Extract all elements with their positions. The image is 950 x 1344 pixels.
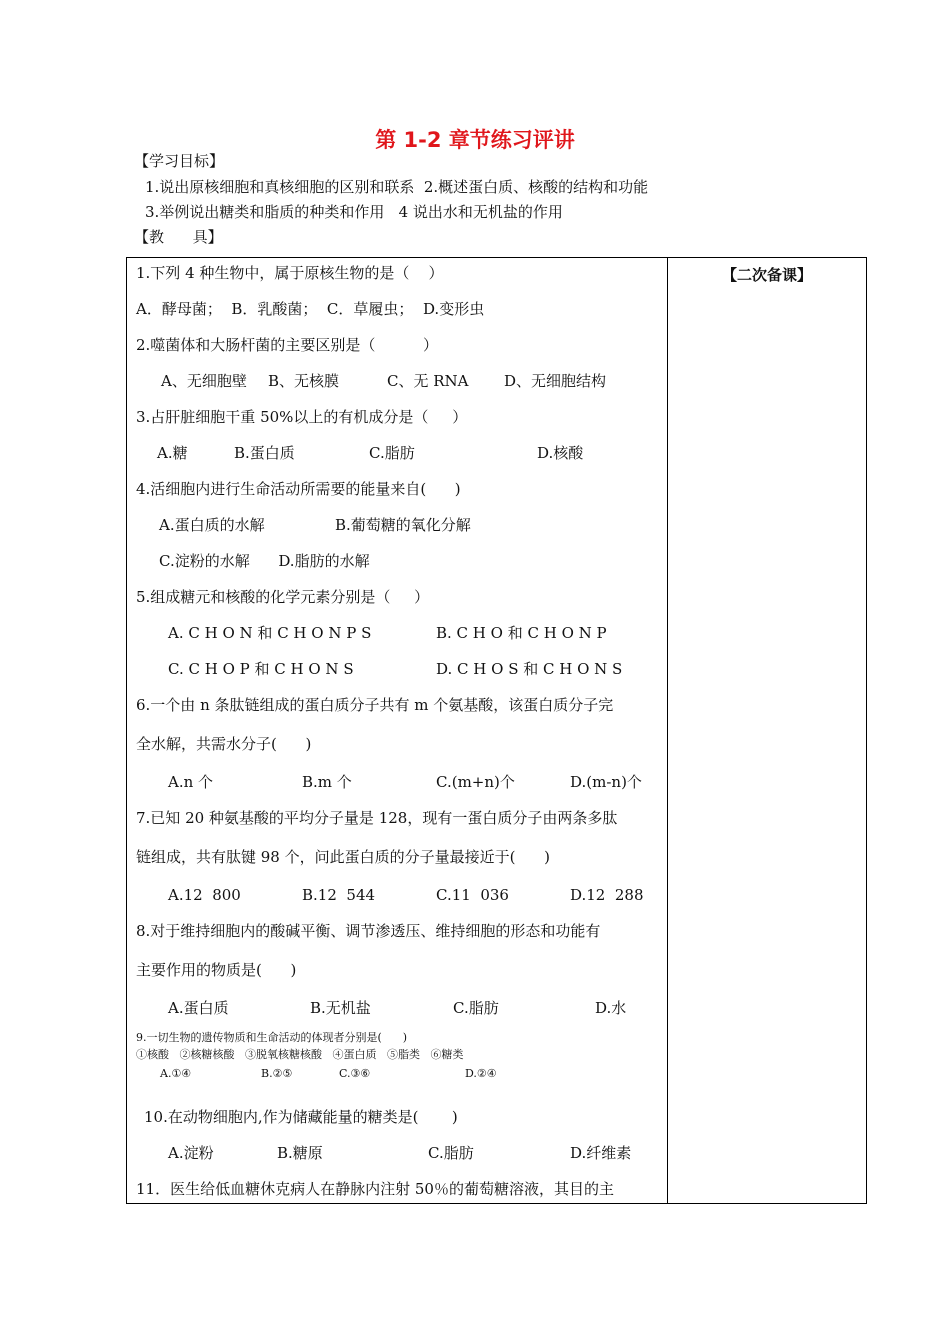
q8-stem-line1: 8.对于维持细胞内的酸碱平衡、调节渗透压、维持细胞的形态和功能有 (136, 922, 601, 940)
q5-option-c: C. C H O P 和 C H O N S (168, 660, 354, 678)
q5-option-a: A. C H O N 和 C H O N P S (168, 624, 372, 642)
q2-stem: 2.噬菌体和大肠杆菌的主要区别是（ ） (136, 336, 438, 354)
q7-option-c: C.11 036 (436, 886, 509, 904)
second-prep-cell (668, 258, 867, 1204)
q4-option-b: B.葡萄糖的氧化分解 (335, 516, 471, 534)
q2-option-c: C、无 RNA (387, 372, 469, 390)
q7-option-b: B.12 544 (302, 886, 376, 904)
q6-option-d: D.(m-n)个 (570, 773, 642, 791)
q9-option-c: C.③⑥ (339, 1067, 371, 1080)
q6-stem-line1: 6.一个由 n 条肽链组成的蛋白质分子共有 m 个氨基酸，该蛋白质分子完 (136, 696, 614, 714)
worksheet-table (126, 257, 867, 1204)
objective-line-2: 3.举例说出糖类和脂质的种类和作用 4 说出水和无机盐的作用 (145, 203, 563, 221)
q3-option-d: D.核酸 (537, 444, 584, 462)
q9-items: ①核酸 ②核糖核酸 ③脱氧核糖核酸 ④蛋白质 ⑤脂类 ⑥糖类 (136, 1048, 464, 1061)
q3-option-b: B.蛋白质 (234, 444, 295, 462)
q6-stem-line2: 全水解，共需水分子( ) (136, 735, 312, 753)
objectives-label: 【学习目标】 (134, 152, 225, 170)
q9-option-b: B.②⑤ (261, 1067, 293, 1080)
q3-option-a: A.糖 (157, 444, 188, 462)
objective-line-1: 1.说出原核细胞和真核细胞的区别和联系 2.概述蛋白质、核酸的结构和功能 (145, 178, 649, 196)
q7-option-a: A.12 800 (168, 886, 241, 904)
q5-stem: 5.组成糖元和核酸的化学元素分别是（ ） (136, 588, 430, 606)
q4-options-cd: C.淀粉的水解 D.脂肪的水解 (159, 552, 370, 570)
second-prep-title: 【二次备课】 (721, 266, 812, 284)
q1-options: A．酵母菌； B．乳酸菌； C．草履虫； D.变形虫 (136, 300, 485, 318)
q10-stem: 10.在动物细胞内,作为储藏能量的糖类是( ) (144, 1108, 458, 1126)
q10-option-c: C.脂肪 (428, 1144, 474, 1162)
page-title: 第 1-2 章节练习评讲 (375, 128, 575, 152)
q4-option-a: A.蛋白质的水解 (159, 516, 265, 534)
tools-label: 【教 具】 (134, 228, 223, 246)
q11-stem: 11．医生给低血糖休克病人在静脉内注射 50％的葡萄糖溶液，其目的主 (136, 1180, 614, 1198)
q6-option-c: C.(m+n)个 (436, 773, 515, 791)
q8-stem-line2: 主要作用的物质是( ) (136, 961, 297, 979)
q5-option-b: B. C H O 和 C H O N P (436, 624, 607, 642)
questions-cell (127, 258, 668, 1204)
q2-option-a: A、无细胞壁 (161, 372, 247, 390)
q8-option-a: A.蛋白质 (168, 999, 229, 1017)
q6-option-a: A.n 个 (168, 773, 214, 791)
q8-option-c: C.脂肪 (453, 999, 499, 1017)
q9-option-d: D.②④ (465, 1067, 497, 1080)
q3-stem: 3.占肝脏细胞干重 50%以上的有机成分是（ ） (136, 408, 468, 426)
q2-option-d: D、无细胞结构 (504, 372, 607, 390)
q5-option-d: D. C H O S 和 C H O N S (436, 660, 623, 678)
q8-option-b: B.无机盐 (310, 999, 371, 1017)
q7-stem-line1: 7.已知 20 种氨基酸的平均分子量是 128，现有一蛋白质分子由两条多肽 (136, 809, 618, 827)
q4-stem: 4.活细胞内进行生命活动所需要的能量来自( ) (136, 480, 461, 498)
q9-stem: 9.一切生物的遗传物质和生命活动的体现者分别是( ) (136, 1031, 408, 1044)
q10-option-b: B.糖原 (277, 1144, 323, 1162)
q7-option-d: D.12 288 (570, 886, 644, 904)
q7-stem-line2: 链组成，共有肽键 98 个，问此蛋白质的分子量最接近于( ) (136, 848, 550, 866)
q9-option-a: A.①④ (160, 1067, 192, 1080)
q10-option-a: A.淀粉 (168, 1144, 214, 1162)
q1-stem: 1.下列 4 种生物中，属于原核生物的是（ ） (136, 264, 444, 282)
q2-option-b: B、无核膜 (268, 372, 340, 390)
q10-option-d: D.纤维素 (570, 1144, 632, 1162)
q8-option-d: D.水 (595, 999, 627, 1017)
q3-option-c: C.脂肪 (369, 444, 415, 462)
q6-option-b: B.m 个 (302, 773, 352, 791)
